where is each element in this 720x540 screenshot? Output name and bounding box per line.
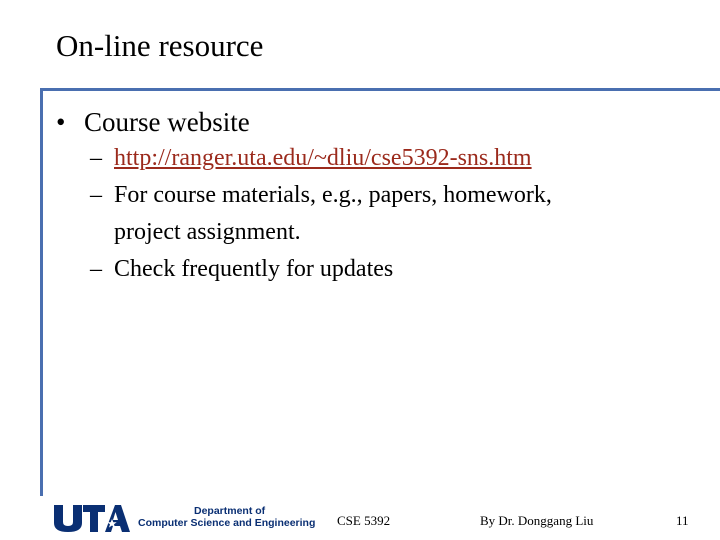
uta-logo-icon [52,503,130,533]
dash-icon: – [90,182,102,208]
slide-title: On-line resource [56,28,264,63]
course-website-link[interactable]: http://ranger.uta.edu/~dliu/cse5392-sns.htm [114,145,532,171]
list-item-updates [56,251,696,288]
department-line1: Department of [194,505,266,517]
accent-rule-horizontal [40,88,720,91]
slide-footer [0,500,720,540]
footer-course: CSE 5392 [337,513,391,528]
materials-text-line1: For course materials, e.g., papers, homework, [114,182,552,208]
bullet-dot-icon: • [56,107,66,137]
page-number: 11 [676,513,689,528]
materials-text-line2: project assignment. [114,219,301,245]
dash-icon: – [90,256,102,282]
department-name [138,505,315,529]
accent-rule-vertical [40,88,43,496]
bullet-course-website [56,104,696,140]
slide-body [56,104,696,288]
list-item-materials [56,177,696,251]
bullet-text: Course website [84,107,250,137]
list-item-link [56,140,696,177]
dash-icon: – [90,145,102,171]
updates-text: Check frequently for updates [114,256,394,282]
department-line2: Computer Science and Engineering [138,517,316,529]
footer-author: By Dr. Donggang Liu [480,513,594,528]
sub-list [56,140,696,288]
